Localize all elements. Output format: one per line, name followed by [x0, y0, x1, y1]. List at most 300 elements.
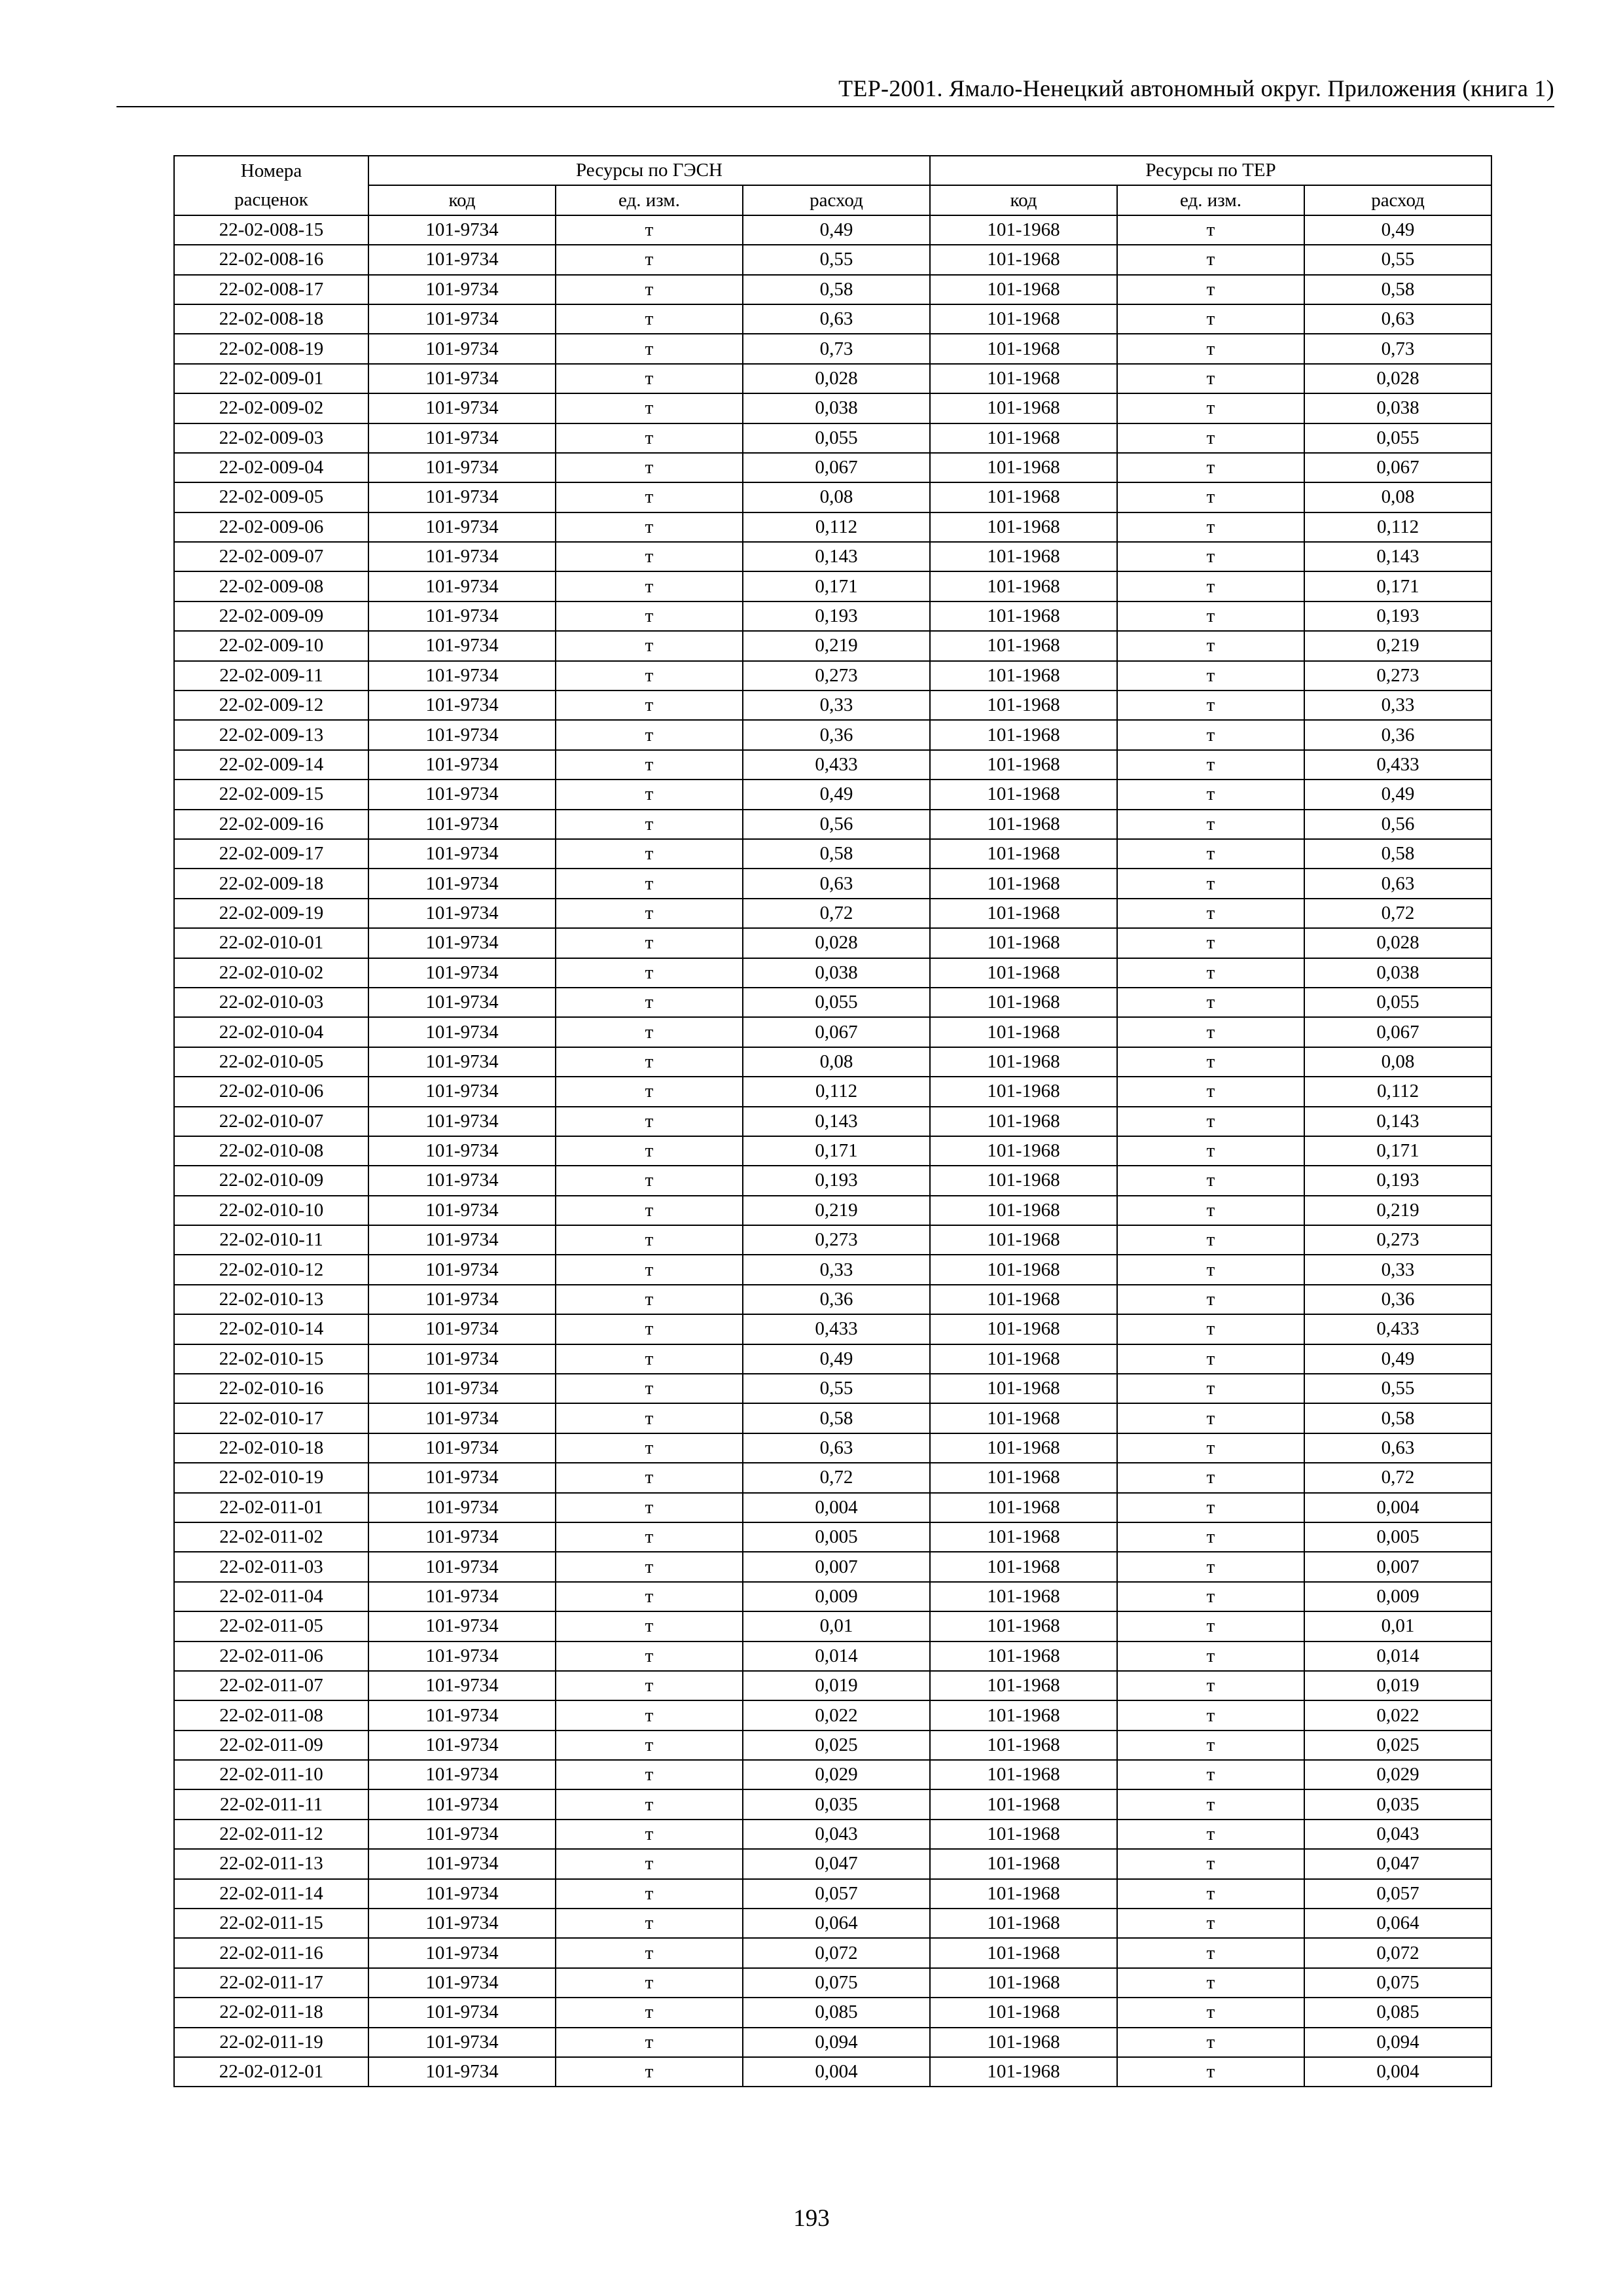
- rate-number-cell: 22-02-009-16: [174, 810, 368, 839]
- gesn-unit-cell: т: [556, 631, 743, 660]
- ter-unit-cell: т: [1117, 601, 1304, 631]
- rate-number-cell: 22-02-009-07: [174, 542, 368, 571]
- table-row: [174, 482, 1491, 512]
- col-header-ter-unit: ед. изм.: [1117, 185, 1304, 215]
- rate-number-cell: 22-02-008-16: [174, 245, 368, 274]
- table-row: [174, 1671, 1491, 1700]
- table-row: [174, 1136, 1491, 1166]
- ter-rate-cell: 0,028: [1304, 364, 1491, 393]
- gesn-code-cell: 101-9734: [368, 1225, 556, 1255]
- gesn-code-cell: 101-9734: [368, 571, 556, 601]
- ter-code-cell: 101-1968: [930, 1611, 1117, 1641]
- table-row: [174, 1433, 1491, 1463]
- gesn-unit-cell: т: [556, 1641, 743, 1671]
- gesn-code-cell: 101-9734: [368, 215, 556, 245]
- ter-rate-cell: 0,56: [1304, 810, 1491, 839]
- resources-table: [173, 155, 1492, 2087]
- table-row: [174, 988, 1491, 1017]
- gesn-rate-cell: 0,038: [743, 393, 930, 423]
- gesn-rate-cell: 0,055: [743, 988, 930, 1017]
- gesn-rate-cell: 0,58: [743, 275, 930, 304]
- ter-rate-cell: 0,075: [1304, 1968, 1491, 1998]
- gesn-rate-cell: 0,047: [743, 1849, 930, 1878]
- table-row: [174, 720, 1491, 749]
- gesn-unit-cell: т: [556, 1820, 743, 1849]
- gesn-code-cell: 101-9734: [368, 423, 556, 453]
- ter-rate-cell: 0,49: [1304, 780, 1491, 809]
- table-row: [174, 334, 1491, 363]
- rate-number-cell: 22-02-010-08: [174, 1136, 368, 1166]
- gesn-rate-cell: 0,064: [743, 1909, 930, 1938]
- gesn-rate-cell: 0,49: [743, 780, 930, 809]
- rate-number-cell: 22-02-011-18: [174, 1998, 368, 2027]
- gesn-code-cell: 101-9734: [368, 1047, 556, 1077]
- ter-code-cell: 101-1968: [930, 334, 1117, 363]
- gesn-code-cell: 101-9734: [368, 453, 556, 482]
- table-row: [174, 1641, 1491, 1671]
- rate-number-cell: 22-02-009-09: [174, 601, 368, 631]
- gesn-code-cell: 101-9734: [368, 1344, 556, 1374]
- ter-unit-cell: т: [1117, 1433, 1304, 1463]
- gesn-unit-cell: т: [556, 661, 743, 691]
- rate-number-cell: 22-02-012-01: [174, 2057, 368, 2087]
- gesn-unit-cell: т: [556, 1255, 743, 1284]
- gesn-code-cell: 101-9734: [368, 1403, 556, 1433]
- gesn-code-cell: 101-9734: [368, 631, 556, 660]
- rate-number-cell: 22-02-010-03: [174, 988, 368, 1017]
- ter-code-cell: 101-1968: [930, 1582, 1117, 1611]
- ter-code-cell: 101-1968: [930, 1700, 1117, 1730]
- gesn-unit-cell: т: [556, 1611, 743, 1641]
- rate-number-cell: 22-02-010-13: [174, 1285, 368, 1314]
- table-row: [174, 1196, 1491, 1225]
- rate-number-cell: 22-02-011-04: [174, 1582, 368, 1611]
- gesn-code-cell: 101-9734: [368, 1433, 556, 1463]
- gesn-code-cell: 101-9734: [368, 750, 556, 780]
- rate-number-cell: 22-02-010-19: [174, 1463, 368, 1492]
- rate-number-cell: 22-02-010-18: [174, 1433, 368, 1463]
- ter-unit-cell: т: [1117, 988, 1304, 1017]
- ter-code-cell: 101-1968: [930, 1225, 1117, 1255]
- gesn-code-cell: 101-9734: [368, 810, 556, 839]
- gesn-rate-cell: 0,025: [743, 1731, 930, 1760]
- rate-number-cell: 22-02-011-06: [174, 1641, 368, 1671]
- gesn-code-cell: 101-9734: [368, 542, 556, 571]
- ter-rate-cell: 0,193: [1304, 1166, 1491, 1195]
- rate-number-cell: 22-02-009-19: [174, 899, 368, 928]
- rate-number-cell: 22-02-009-03: [174, 423, 368, 453]
- ter-rate-cell: 0,63: [1304, 304, 1491, 334]
- ter-rate-cell: 0,038: [1304, 393, 1491, 423]
- gesn-unit-cell: т: [556, 1136, 743, 1166]
- ter-rate-cell: 0,004: [1304, 1493, 1491, 1522]
- ter-rate-cell: 0,112: [1304, 1077, 1491, 1106]
- rate-number-cell: 22-02-011-14: [174, 1879, 368, 1909]
- rate-number-cell: 22-02-009-11: [174, 661, 368, 691]
- table-row: [174, 2028, 1491, 2057]
- rate-number-cell: 22-02-009-06: [174, 512, 368, 542]
- gesn-unit-cell: т: [556, 542, 743, 571]
- ter-unit-cell: т: [1117, 1047, 1304, 1077]
- ter-rate-cell: 0,33: [1304, 691, 1491, 720]
- ter-rate-cell: 0,057: [1304, 1879, 1491, 1909]
- ter-code-cell: 101-1968: [930, 780, 1117, 809]
- ter-rate-cell: 0,055: [1304, 988, 1491, 1017]
- ter-code-cell: 101-1968: [930, 1938, 1117, 1967]
- gesn-unit-cell: т: [556, 1433, 743, 1463]
- gesn-code-cell: 101-9734: [368, 1998, 556, 2027]
- gesn-unit-cell: т: [556, 1017, 743, 1047]
- gesn-code-cell: 101-9734: [368, 899, 556, 928]
- table-row: [174, 1344, 1491, 1374]
- ter-code-cell: 101-1968: [930, 215, 1117, 245]
- gesn-code-cell: 101-9734: [368, 1166, 556, 1195]
- gesn-rate-cell: 0,72: [743, 1463, 930, 1492]
- table-row: [174, 1047, 1491, 1077]
- ter-unit-cell: т: [1117, 1938, 1304, 1967]
- ter-unit-cell: т: [1117, 631, 1304, 660]
- ter-rate-cell: 0,143: [1304, 542, 1491, 571]
- gesn-rate-cell: 0,028: [743, 364, 930, 393]
- ter-unit-cell: т: [1117, 1849, 1304, 1878]
- gesn-code-cell: 101-9734: [368, 988, 556, 1017]
- gesn-rate-cell: 0,094: [743, 2028, 930, 2057]
- table-row: [174, 571, 1491, 601]
- table-row: [174, 869, 1491, 898]
- ter-unit-cell: т: [1117, 1403, 1304, 1433]
- ter-unit-cell: т: [1117, 1641, 1304, 1671]
- gesn-unit-cell: т: [556, 1077, 743, 1106]
- gesn-code-cell: 101-9734: [368, 1968, 556, 1998]
- col-group-gesn: Ресурсы по ГЭСН: [368, 156, 930, 185]
- ter-rate-cell: 0,047: [1304, 1849, 1491, 1878]
- rate-number-cell: 22-02-011-10: [174, 1760, 368, 1789]
- gesn-code-cell: 101-9734: [368, 1255, 556, 1284]
- ter-rate-cell: 0,009: [1304, 1582, 1491, 1611]
- table-row: [174, 512, 1491, 542]
- gesn-rate-cell: 0,193: [743, 601, 930, 631]
- gesn-rate-cell: 0,004: [743, 1493, 930, 1522]
- rate-number-cell: 22-02-008-17: [174, 275, 368, 304]
- gesn-unit-cell: т: [556, 1314, 743, 1344]
- gesn-code-cell: 101-9734: [368, 1731, 556, 1760]
- gesn-unit-cell: т: [556, 304, 743, 334]
- rate-number-cell: 22-02-010-09: [174, 1166, 368, 1195]
- gesn-rate-cell: 0,067: [743, 1017, 930, 1047]
- ter-unit-cell: т: [1117, 542, 1304, 571]
- ter-unit-cell: т: [1117, 1017, 1304, 1047]
- table-row: [174, 1611, 1491, 1641]
- ter-code-cell: 101-1968: [930, 691, 1117, 720]
- table-row: [174, 1225, 1491, 1255]
- ter-code-cell: 101-1968: [930, 928, 1117, 958]
- ter-unit-cell: т: [1117, 661, 1304, 691]
- gesn-code-cell: 101-9734: [368, 1700, 556, 1730]
- rate-number-cell: 22-02-011-08: [174, 1700, 368, 1730]
- gesn-code-cell: 101-9734: [368, 661, 556, 691]
- gesn-unit-cell: т: [556, 1731, 743, 1760]
- ter-code-cell: 101-1968: [930, 275, 1117, 304]
- gesn-code-cell: 101-9734: [368, 1671, 556, 1700]
- gesn-rate-cell: 0,273: [743, 661, 930, 691]
- table-row: [174, 1820, 1491, 1849]
- gesn-unit-cell: т: [556, 453, 743, 482]
- ter-code-cell: 101-1968: [930, 720, 1117, 749]
- ter-code-cell: 101-1968: [930, 958, 1117, 988]
- gesn-code-cell: 101-9734: [368, 364, 556, 393]
- ter-unit-cell: т: [1117, 334, 1304, 363]
- gesn-rate-cell: 0,057: [743, 1879, 930, 1909]
- ter-unit-cell: т: [1117, 810, 1304, 839]
- gesn-code-cell: 101-9734: [368, 869, 556, 898]
- gesn-rate-cell: 0,022: [743, 1700, 930, 1730]
- ter-code-cell: 101-1968: [930, 245, 1117, 274]
- gesn-rate-cell: 0,63: [743, 304, 930, 334]
- ter-rate-cell: 0,005: [1304, 1522, 1491, 1552]
- gesn-rate-cell: 0,085: [743, 1998, 930, 2027]
- gesn-code-cell: 101-9734: [368, 1493, 556, 1522]
- ter-unit-cell: т: [1117, 839, 1304, 869]
- rate-number-cell: 22-02-009-14: [174, 750, 368, 780]
- ter-code-cell: 101-1968: [930, 750, 1117, 780]
- table-row: [174, 275, 1491, 304]
- ter-code-cell: 101-1968: [930, 512, 1117, 542]
- gesn-code-cell: 101-9734: [368, 1582, 556, 1611]
- ter-unit-cell: т: [1117, 1671, 1304, 1700]
- table-row: [174, 2057, 1491, 2087]
- ter-rate-cell: 0,49: [1304, 215, 1491, 245]
- gesn-unit-cell: т: [556, 869, 743, 898]
- rate-number-cell: 22-02-010-07: [174, 1107, 368, 1136]
- ter-rate-cell: 0,004: [1304, 2057, 1491, 2087]
- gesn-unit-cell: т: [556, 1700, 743, 1730]
- ter-code-cell: 101-1968: [930, 1136, 1117, 1166]
- gesn-rate-cell: 0,49: [743, 1344, 930, 1374]
- gesn-unit-cell: т: [556, 2028, 743, 2057]
- ter-rate-cell: 0,36: [1304, 1285, 1491, 1314]
- ter-unit-cell: т: [1117, 423, 1304, 453]
- rate-number-cell: 22-02-011-17: [174, 1968, 368, 1998]
- rate-number-cell: 22-02-009-15: [174, 780, 368, 809]
- gesn-unit-cell: т: [556, 1285, 743, 1314]
- ter-code-cell: 101-1968: [930, 1255, 1117, 1284]
- ter-code-cell: 101-1968: [930, 1196, 1117, 1225]
- ter-unit-cell: т: [1117, 215, 1304, 245]
- ter-unit-cell: т: [1117, 1463, 1304, 1492]
- rate-number-cell: 22-02-011-16: [174, 1938, 368, 1967]
- table-row: [174, 1463, 1491, 1492]
- ter-unit-cell: т: [1117, 899, 1304, 928]
- ter-unit-cell: т: [1117, 958, 1304, 988]
- ter-code-cell: 101-1968: [930, 1641, 1117, 1671]
- ter-code-cell: 101-1968: [930, 364, 1117, 393]
- ter-rate-cell: 0,273: [1304, 1225, 1491, 1255]
- table-row: [174, 1700, 1491, 1730]
- ter-rate-cell: 0,72: [1304, 899, 1491, 928]
- gesn-rate-cell: 0,72: [743, 899, 930, 928]
- gesn-unit-cell: т: [556, 215, 743, 245]
- ter-unit-cell: т: [1117, 1225, 1304, 1255]
- ter-unit-cell: т: [1117, 1493, 1304, 1522]
- gesn-rate-cell: 0,075: [743, 1968, 930, 1998]
- gesn-unit-cell: т: [556, 1522, 743, 1552]
- ter-code-cell: 101-1968: [930, 1403, 1117, 1433]
- ter-rate-cell: 0,014: [1304, 1641, 1491, 1671]
- ter-code-cell: 101-1968: [930, 1820, 1117, 1849]
- gesn-unit-cell: т: [556, 720, 743, 749]
- col-group-ter: Ресурсы по ТЕР: [930, 156, 1491, 185]
- table-row: [174, 601, 1491, 631]
- gesn-unit-cell: т: [556, 810, 743, 839]
- gesn-code-cell: 101-9734: [368, 1789, 556, 1819]
- ter-rate-cell: 0,035: [1304, 1789, 1491, 1819]
- gesn-unit-cell: т: [556, 928, 743, 958]
- gesn-code-cell: 101-9734: [368, 928, 556, 958]
- gesn-unit-cell: т: [556, 2057, 743, 2087]
- col-header-numbers-top: Номера: [174, 156, 368, 185]
- gesn-rate-cell: 0,273: [743, 1225, 930, 1255]
- gesn-code-cell: 101-9734: [368, 839, 556, 869]
- ter-rate-cell: 0,112: [1304, 512, 1491, 542]
- gesn-unit-cell: т: [556, 1671, 743, 1700]
- ter-unit-cell: т: [1117, 1760, 1304, 1789]
- ter-unit-cell: т: [1117, 1374, 1304, 1403]
- ter-code-cell: 101-1968: [930, 1463, 1117, 1492]
- gesn-code-cell: 101-9734: [368, 1938, 556, 1967]
- table-row: [174, 1166, 1491, 1195]
- gesn-unit-cell: т: [556, 1879, 743, 1909]
- gesn-unit-cell: т: [556, 839, 743, 869]
- ter-unit-cell: т: [1117, 2028, 1304, 2057]
- ter-rate-cell: 0,029: [1304, 1760, 1491, 1789]
- gesn-unit-cell: т: [556, 1493, 743, 1522]
- gesn-code-cell: 101-9734: [368, 1641, 556, 1671]
- table-row: [174, 423, 1491, 453]
- ter-rate-cell: 0,055: [1304, 423, 1491, 453]
- rate-number-cell: 22-02-009-18: [174, 869, 368, 898]
- table-row: [174, 958, 1491, 988]
- gesn-rate-cell: 0,038: [743, 958, 930, 988]
- ter-unit-cell: т: [1117, 1107, 1304, 1136]
- ter-rate-cell: 0,58: [1304, 1403, 1491, 1433]
- ter-unit-cell: т: [1117, 780, 1304, 809]
- gesn-code-cell: 101-9734: [368, 958, 556, 988]
- rate-number-cell: 22-02-011-09: [174, 1731, 368, 1760]
- ter-unit-cell: т: [1117, 691, 1304, 720]
- table-row: [174, 661, 1491, 691]
- ter-rate-cell: 0,08: [1304, 1047, 1491, 1077]
- ter-unit-cell: т: [1117, 1285, 1304, 1314]
- ter-rate-cell: 0,55: [1304, 245, 1491, 274]
- rate-number-cell: 22-02-011-19: [174, 2028, 368, 2057]
- gesn-rate-cell: 0,072: [743, 1938, 930, 1967]
- ter-code-cell: 101-1968: [930, 453, 1117, 482]
- ter-unit-cell: т: [1117, 1582, 1304, 1611]
- ter-rate-cell: 0,63: [1304, 1433, 1491, 1463]
- ter-code-cell: 101-1968: [930, 1374, 1117, 1403]
- gesn-code-cell: 101-9734: [368, 512, 556, 542]
- ter-unit-cell: т: [1117, 1166, 1304, 1195]
- ter-unit-cell: т: [1117, 393, 1304, 423]
- ter-unit-cell: т: [1117, 482, 1304, 512]
- gesn-rate-cell: 0,01: [743, 1611, 930, 1641]
- ter-code-cell: 101-1968: [930, 661, 1117, 691]
- ter-unit-cell: т: [1117, 1879, 1304, 1909]
- ter-rate-cell: 0,58: [1304, 275, 1491, 304]
- ter-code-cell: 101-1968: [930, 304, 1117, 334]
- gesn-rate-cell: 0,014: [743, 1641, 930, 1671]
- rate-number-cell: 22-02-011-07: [174, 1671, 368, 1700]
- table-row: [174, 1998, 1491, 2027]
- ter-code-cell: 101-1968: [930, 1879, 1117, 1909]
- ter-code-cell: 101-1968: [930, 393, 1117, 423]
- ter-code-cell: 101-1968: [930, 631, 1117, 660]
- ter-unit-cell: т: [1117, 869, 1304, 898]
- table-row: [174, 1849, 1491, 1878]
- gesn-code-cell: 101-9734: [368, 275, 556, 304]
- gesn-code-cell: 101-9734: [368, 2028, 556, 2057]
- table-row: [174, 780, 1491, 809]
- gesn-rate-cell: 0,33: [743, 691, 930, 720]
- gesn-code-cell: 101-9734: [368, 1820, 556, 1849]
- gesn-unit-cell: т: [556, 1760, 743, 1789]
- ter-rate-cell: 0,028: [1304, 928, 1491, 958]
- ter-unit-cell: т: [1117, 275, 1304, 304]
- gesn-unit-cell: т: [556, 1968, 743, 1998]
- ter-unit-cell: т: [1117, 2057, 1304, 2087]
- rate-number-cell: 22-02-009-05: [174, 482, 368, 512]
- rate-number-cell: 22-02-011-13: [174, 1849, 368, 1878]
- rate-number-cell: 22-02-010-17: [174, 1403, 368, 1433]
- gesn-unit-cell: т: [556, 334, 743, 363]
- ter-unit-cell: т: [1117, 1789, 1304, 1819]
- rate-number-cell: 22-02-011-01: [174, 1493, 368, 1522]
- gesn-rate-cell: 0,36: [743, 720, 930, 749]
- ter-rate-cell: 0,019: [1304, 1671, 1491, 1700]
- ter-unit-cell: т: [1117, 1700, 1304, 1730]
- gesn-code-cell: 101-9734: [368, 334, 556, 363]
- gesn-unit-cell: т: [556, 1463, 743, 1492]
- table-row: [174, 1582, 1491, 1611]
- ter-unit-cell: т: [1117, 1731, 1304, 1760]
- gesn-rate-cell: 0,171: [743, 1136, 930, 1166]
- col-header-ter-code: код: [930, 185, 1117, 215]
- page-number: 193: [793, 2205, 830, 2232]
- ter-rate-cell: 0,067: [1304, 453, 1491, 482]
- table-row: [174, 1493, 1491, 1522]
- ter-unit-cell: т: [1117, 1909, 1304, 1938]
- gesn-unit-cell: т: [556, 512, 743, 542]
- ter-code-cell: 101-1968: [930, 1849, 1117, 1878]
- gesn-unit-cell: т: [556, 691, 743, 720]
- ter-unit-cell: т: [1117, 1611, 1304, 1641]
- gesn-code-cell: 101-9734: [368, 1849, 556, 1878]
- gesn-code-cell: 101-9734: [368, 304, 556, 334]
- gesn-unit-cell: т: [556, 1374, 743, 1403]
- table-row: [174, 899, 1491, 928]
- table-row: [174, 1522, 1491, 1552]
- ter-rate-cell: 0,433: [1304, 750, 1491, 780]
- rate-number-cell: 22-02-010-06: [174, 1077, 368, 1106]
- gesn-code-cell: 101-9734: [368, 1522, 556, 1552]
- rate-number-cell: 22-02-009-08: [174, 571, 368, 601]
- ter-code-cell: 101-1968: [930, 839, 1117, 869]
- ter-rate-cell: 0,085: [1304, 1998, 1491, 2027]
- ter-rate-cell: 0,171: [1304, 1136, 1491, 1166]
- gesn-code-cell: 101-9734: [368, 1374, 556, 1403]
- table-row: [174, 750, 1491, 780]
- ter-code-cell: 101-1968: [930, 988, 1117, 1017]
